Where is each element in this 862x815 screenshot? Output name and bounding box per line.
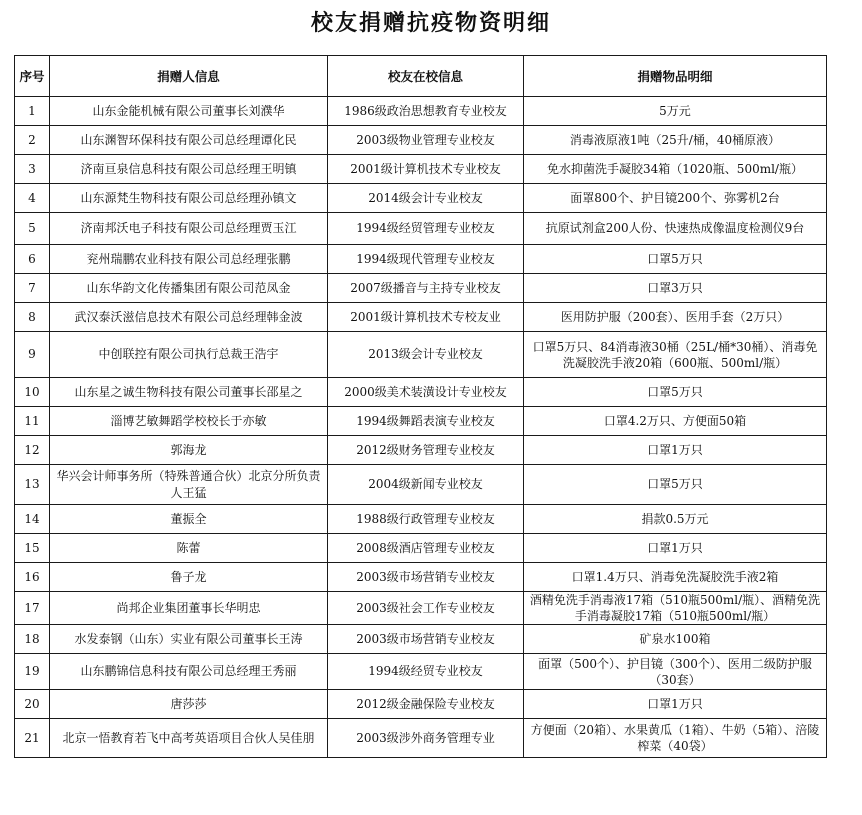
cell-donor: 中创联控有限公司执行总裁王浩宇 xyxy=(50,332,328,378)
cell-items: 抗原试剂盒200人份、快速热成像温度检测仪9台 xyxy=(524,213,827,245)
cell-alumni: 2003级市场营销专业校友 xyxy=(328,563,524,592)
cell-alumni: 1994级经贸管理专业校友 xyxy=(328,213,524,245)
cell-seq: 13 xyxy=(15,465,50,505)
cell-donor: 山东星之诚生物科技有限公司董事长邵星之 xyxy=(50,378,328,407)
cell-donor: 华兴会计师事务所（特殊普通合伙）北京分所负责人王猛 xyxy=(50,465,328,505)
cell-items: 捐款0.5万元 xyxy=(524,505,827,534)
cell-alumni: 1994级经贸专业校友 xyxy=(328,654,524,690)
cell-seq: 19 xyxy=(15,654,50,690)
table-row xyxy=(15,719,827,758)
cell-items: 口罩5万只 xyxy=(524,465,827,505)
table-row xyxy=(15,563,827,592)
cell-seq: 20 xyxy=(15,690,50,719)
table-body xyxy=(15,97,827,758)
table-row xyxy=(15,303,827,332)
cell-alumni: 1994级现代管理专业校友 xyxy=(328,245,524,274)
cell-donor: 兖州瑞鹏农业科技有限公司总经理张鹏 xyxy=(50,245,328,274)
cell-items: 口罩5万只 xyxy=(524,245,827,274)
cell-donor: 郭海龙 xyxy=(50,436,328,465)
cell-donor: 山东金能机械有限公司董事长刘濮华 xyxy=(50,97,328,126)
cell-items: 面罩（500个）、护目镜（300个）、医用二级防护服（30套） xyxy=(524,654,827,690)
cell-alumni: 2003级社会工作专业校友 xyxy=(328,592,524,625)
header-seq: 序号 xyxy=(15,56,50,97)
table-row xyxy=(15,126,827,155)
table-row xyxy=(15,97,827,126)
header-donor: 捐赠人信息 xyxy=(50,56,328,97)
cell-items: 口罩1万只 xyxy=(524,436,827,465)
cell-seq: 18 xyxy=(15,625,50,654)
table-row xyxy=(15,592,827,625)
cell-donor: 唐莎莎 xyxy=(50,690,328,719)
cell-seq: 1 xyxy=(15,97,50,126)
cell-alumni: 2001级计算机技术专业校友 xyxy=(328,155,524,184)
cell-alumni: 2013级会计专业校友 xyxy=(328,332,524,378)
table-row xyxy=(15,690,827,719)
cell-donor: 山东源梵生物科技有限公司总经理孙镇文 xyxy=(50,184,328,213)
cell-alumni: 1986级政治思想教育专业校友 xyxy=(328,97,524,126)
cell-seq: 4 xyxy=(15,184,50,213)
cell-donor: 水发泰钢（山东）实业有限公司董事长王涛 xyxy=(50,625,328,654)
cell-seq: 5 xyxy=(15,213,50,245)
cell-alumni: 2008级酒店管理专业校友 xyxy=(328,534,524,563)
cell-alumni: 2014级会计专业校友 xyxy=(328,184,524,213)
cell-seq: 11 xyxy=(15,407,50,436)
table-row xyxy=(15,534,827,563)
cell-donor: 济南邦沃电子科技有限公司总经理贾玉江 xyxy=(50,213,328,245)
cell-donor: 山东鹏锦信息科技有限公司总经理王秀丽 xyxy=(50,654,328,690)
cell-seq: 10 xyxy=(15,378,50,407)
table-row xyxy=(15,505,827,534)
cell-items: 口罩1.4万只、消毒免洗凝胶洗手液2箱 xyxy=(524,563,827,592)
table-header-row xyxy=(15,56,827,97)
cell-items: 5万元 xyxy=(524,97,827,126)
table-row xyxy=(15,436,827,465)
cell-seq: 12 xyxy=(15,436,50,465)
cell-seq: 3 xyxy=(15,155,50,184)
table-row xyxy=(15,625,827,654)
table-row xyxy=(15,245,827,274)
table-row xyxy=(15,654,827,690)
cell-alumni: 2004级新闻专业校友 xyxy=(328,465,524,505)
header-items: 捐赠物品明细 xyxy=(524,56,827,97)
cell-items: 免水抑菌洗手凝胶34箱（1020瓶、500ml/瓶） xyxy=(524,155,827,184)
cell-donor: 淄博艺敏舞蹈学校校长于亦敏 xyxy=(50,407,328,436)
cell-alumni: 2012级金融保险专业校友 xyxy=(328,690,524,719)
donation-table xyxy=(14,55,827,758)
cell-alumni: 2007级播音与主持专业校友 xyxy=(328,274,524,303)
cell-seq: 2 xyxy=(15,126,50,155)
cell-donor: 武汉泰沃滋信息技术有限公司总经理韩金波 xyxy=(50,303,328,332)
cell-alumni: 1988级行政管理专业校友 xyxy=(328,505,524,534)
cell-alumni: 2012级财务管理专业校友 xyxy=(328,436,524,465)
cell-donor: 山东渊智环保科技有限公司总经理谭化民 xyxy=(50,126,328,155)
page-title: 校友捐赠抗疫物资明细 xyxy=(310,10,551,36)
cell-alumni: 2003级涉外商务管理专业 xyxy=(328,719,524,758)
cell-seq: 21 xyxy=(15,719,50,758)
cell-items: 口罩4.2万只、方便面50箱 xyxy=(524,407,827,436)
cell-items: 面罩800个、护目镜200个、弥雾机2台 xyxy=(524,184,827,213)
cell-seq: 8 xyxy=(15,303,50,332)
cell-donor: 北京一悟教育若飞中高考英语项目合伙人吴佳朋 xyxy=(50,719,328,758)
cell-alumni: 2000级美术装潢设计专业校友 xyxy=(328,378,524,407)
cell-seq: 14 xyxy=(15,505,50,534)
cell-donor: 山东华韵文化传播集团有限公司范凤金 xyxy=(50,274,328,303)
cell-items: 口罩1万只 xyxy=(524,534,827,563)
cell-items: 矿泉水100箱 xyxy=(524,625,827,654)
cell-alumni: 2001级计算机技术专校友业 xyxy=(328,303,524,332)
cell-donor: 董振全 xyxy=(50,505,328,534)
cell-items: 口罩5万只、84消毒液30桶（25L/桶*30桶）、消毒免洗凝胶洗手液20箱（600瓶、500ml/瓶） xyxy=(524,332,827,378)
table-row xyxy=(15,213,827,245)
cell-seq: 7 xyxy=(15,274,50,303)
cell-alumni: 1994级舞蹈表演专业校友 xyxy=(328,407,524,436)
cell-items: 方便面（20箱）、水果黄瓜（1箱）、牛奶（5箱）、涪陵榨菜（40袋） xyxy=(524,719,827,758)
table-row xyxy=(15,407,827,436)
table-row xyxy=(15,332,827,378)
cell-donor: 鲁子龙 xyxy=(50,563,328,592)
cell-seq: 16 xyxy=(15,563,50,592)
cell-donor: 济南亘泉信息科技有限公司总经理王明镇 xyxy=(50,155,328,184)
cell-items: 口罩1万只 xyxy=(524,690,827,719)
cell-donor: 陈蕾 xyxy=(50,534,328,563)
cell-items: 口罩3万只 xyxy=(524,274,827,303)
table-row xyxy=(15,184,827,213)
table-row xyxy=(15,155,827,184)
cell-items: 口罩5万只 xyxy=(524,378,827,407)
cell-seq: 17 xyxy=(15,592,50,625)
table-row xyxy=(15,274,827,303)
cell-seq: 9 xyxy=(15,332,50,378)
cell-seq: 15 xyxy=(15,534,50,563)
cell-items: 酒精免洗手消毒液17箱（510瓶500ml/瓶）、酒精免洗手消毒凝胶17箱（510瓶500ml/瓶） xyxy=(524,592,827,625)
table-row xyxy=(15,465,827,505)
cell-seq: 6 xyxy=(15,245,50,274)
cell-alumni: 2003级市场营销专业校友 xyxy=(328,625,524,654)
cell-alumni: 2003级物业管理专业校友 xyxy=(328,126,524,155)
cell-donor: 尚邦企业集团董事长华明忠 xyxy=(50,592,328,625)
cell-items: 消毒液原液1吨（25升/桶，40桶原液） xyxy=(524,126,827,155)
cell-items: 医用防护服（200套）、医用手套（2万只） xyxy=(524,303,827,332)
header-alumni: 校友在校信息 xyxy=(328,56,524,97)
table-row xyxy=(15,378,827,407)
